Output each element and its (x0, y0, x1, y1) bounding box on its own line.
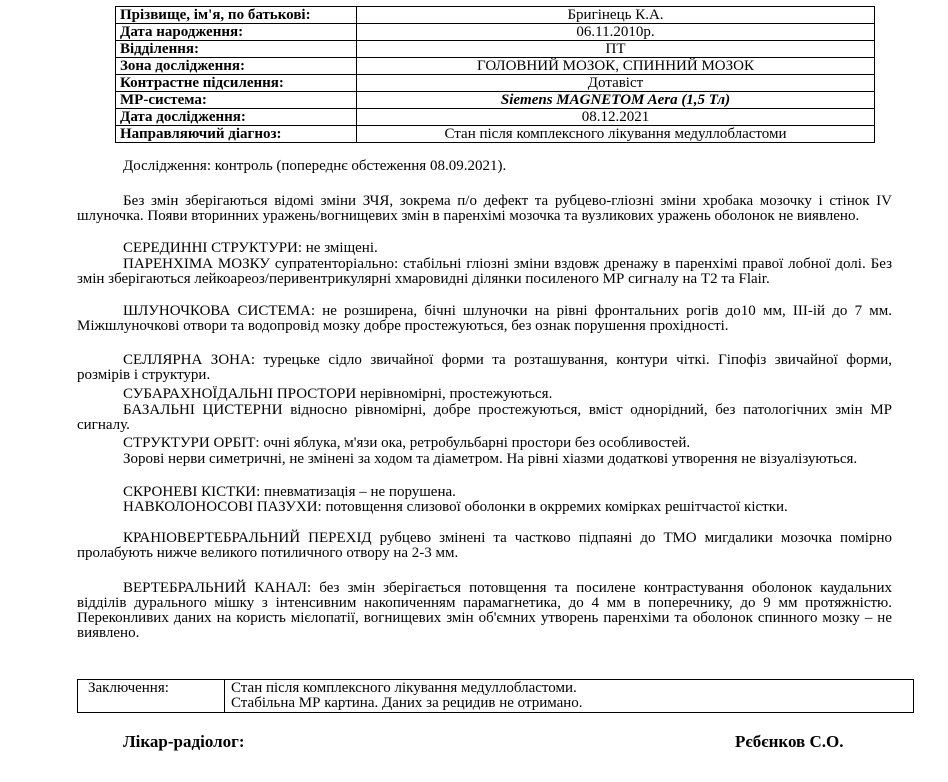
field-value: 08.12.2021 (357, 109, 875, 126)
report-paragraph: Зорові нерви симетричні, не змінені за ходом та діаметром. На рівні хіазми додаткові утворення не візуалізуються. (123, 451, 858, 467)
field-label: Контрастне підсилення: (116, 75, 357, 92)
report-paragraph: ПАРЕНХІМА МОЗКУ супратенторіально: стабільні гліозні зміни вздовж дренажу в паренхімі правої лобної долі. Без змін зберігаються лейкоареоз/перивентрикулярні хмаровидні ділянки посиленого МР сигналу на T2 та Flair. (77, 256, 892, 287)
report-paragraph: СЕРЕДИННІ СТРУКТУРИ: не зміщені. (123, 240, 378, 256)
field-value: Дотавіст (357, 75, 875, 92)
field-label: Направляючий діагноз: (116, 126, 357, 143)
field-value: ГОЛОВНИЙ МОЗОК, СПИННИЙ МОЗОК (357, 58, 875, 75)
signature-role: Лікар-радіолог: (123, 732, 245, 751)
report-paragraph: НАВКОЛОНОСОВІ ПАЗУХИ: потовщення слизової оболонки в окрремих комірках решітчастої кістки. (123, 499, 788, 515)
report-paragraph: ШЛУНОЧКОВА СИСТЕМА: не розширена, бічні шлуночки на рівні фронтальних рогів до10 мм, ІІІ-ій до 7 мм. Міжшлуночкові отвори та водопровід мозку добре простежуються, без ознак порушення прохідності. (77, 303, 892, 334)
table-row (116, 24, 875, 41)
signature-name: Рєбєнков С.О. (735, 732, 844, 751)
conclusion-line: Стабільна МР картина. Даних за рецидив не отримано. (231, 695, 583, 711)
report-paragraph: СЕЛЛЯРНА ЗОНА: турецьке сідло звичайної форми та розташування, контури чіткі. Гіпофіз звичайної форми, розмірів і структури. (77, 352, 892, 383)
table-row (78, 680, 914, 713)
table-row (116, 41, 875, 58)
field-label: Відділення: (116, 41, 357, 58)
field-label: Прізвище, ім'я, по батькові: (116, 7, 357, 24)
report-paragraph: СКРОНЕВІ КІСТКИ: пневматизація – не порушена. (123, 484, 456, 500)
field-label: МР-система: (116, 92, 357, 109)
table-row (116, 92, 875, 109)
field-label: Дата народження: (116, 24, 357, 41)
report-paragraph: СТРУКТУРИ ОРБІТ: очні яблука, м'язи ока, ретробульбарні простори без особливостей. (123, 435, 691, 451)
field-value: Siemens MAGNETOM Aera (1,5 Тл) (357, 92, 875, 109)
field-value: Стан після комплексного лікування медуллобластоми (357, 126, 875, 143)
report-paragraph: ВЕРТЕБРАЛЬНИЙ КАНАЛ: без змін зберігається потовщення та посилене контрастування оболонок каудальних відділів дурального мішку з інтенсивним накопиченням парамагнетика, до 4 мм в поперечнику, до 9 мм протяжністю. Переконливих даних на користь мієлопатії, вогнищевих змін об'ємних утворень паренхіми та оболонок спинного мозку – не виявлено. (77, 580, 892, 641)
field-value: ПТ (357, 41, 875, 58)
conclusion-table (77, 679, 914, 713)
field-label: Зона дослідження: (116, 58, 357, 75)
report-paragraph: БАЗАЛЬНІ ЦИСТЕРНИ відносно рівномірні, добре простежуються, вміст однорідний, без патологічних змін МР сигналу. (77, 402, 892, 433)
report-paragraph: КРАНІОВЕРТЕБРАЛЬНИЙ ПЕРЕХІД рубцево змінені та частково підпаяні до ТМО мигдалики мозочка помірно пролабують нижче великого потиличного отвору на 2-3 мм. (77, 530, 892, 561)
table-row (116, 126, 875, 143)
study-type: Дослідження: контроль (попереднє обстеження 08.09.2021). (123, 158, 507, 174)
conclusion-label: Заключення: (78, 680, 225, 713)
field-label: Дата дослідження: (116, 109, 357, 126)
report-paragraph: Без змін зберігаються відомі зміни ЗЧЯ, зокрема п/о дефект та рубцево-гліозні зміни хробака мозочку і стінок IV шлуночка. Появи вторинних уражень/вогнищевих змін в паренхімі мозочка та вузликових уражень оболонок не виявлено. (77, 193, 892, 224)
conclusion-text (225, 680, 914, 713)
field-value: 06.11.2010р. (357, 24, 875, 41)
patient-info-table (115, 6, 875, 143)
field-value: Бригінець К.А. (357, 7, 875, 24)
conclusion-line: Стан після комплексного лікування медуллобластоми. (231, 680, 577, 696)
table-row (116, 7, 875, 24)
table-row (116, 58, 875, 75)
report-paragraph: СУБАРАХНОЇДАЛЬНІ ПРОСТОРИ нерівномірні, простежуються. (123, 386, 553, 402)
table-row (116, 109, 875, 126)
table-row (116, 75, 875, 92)
